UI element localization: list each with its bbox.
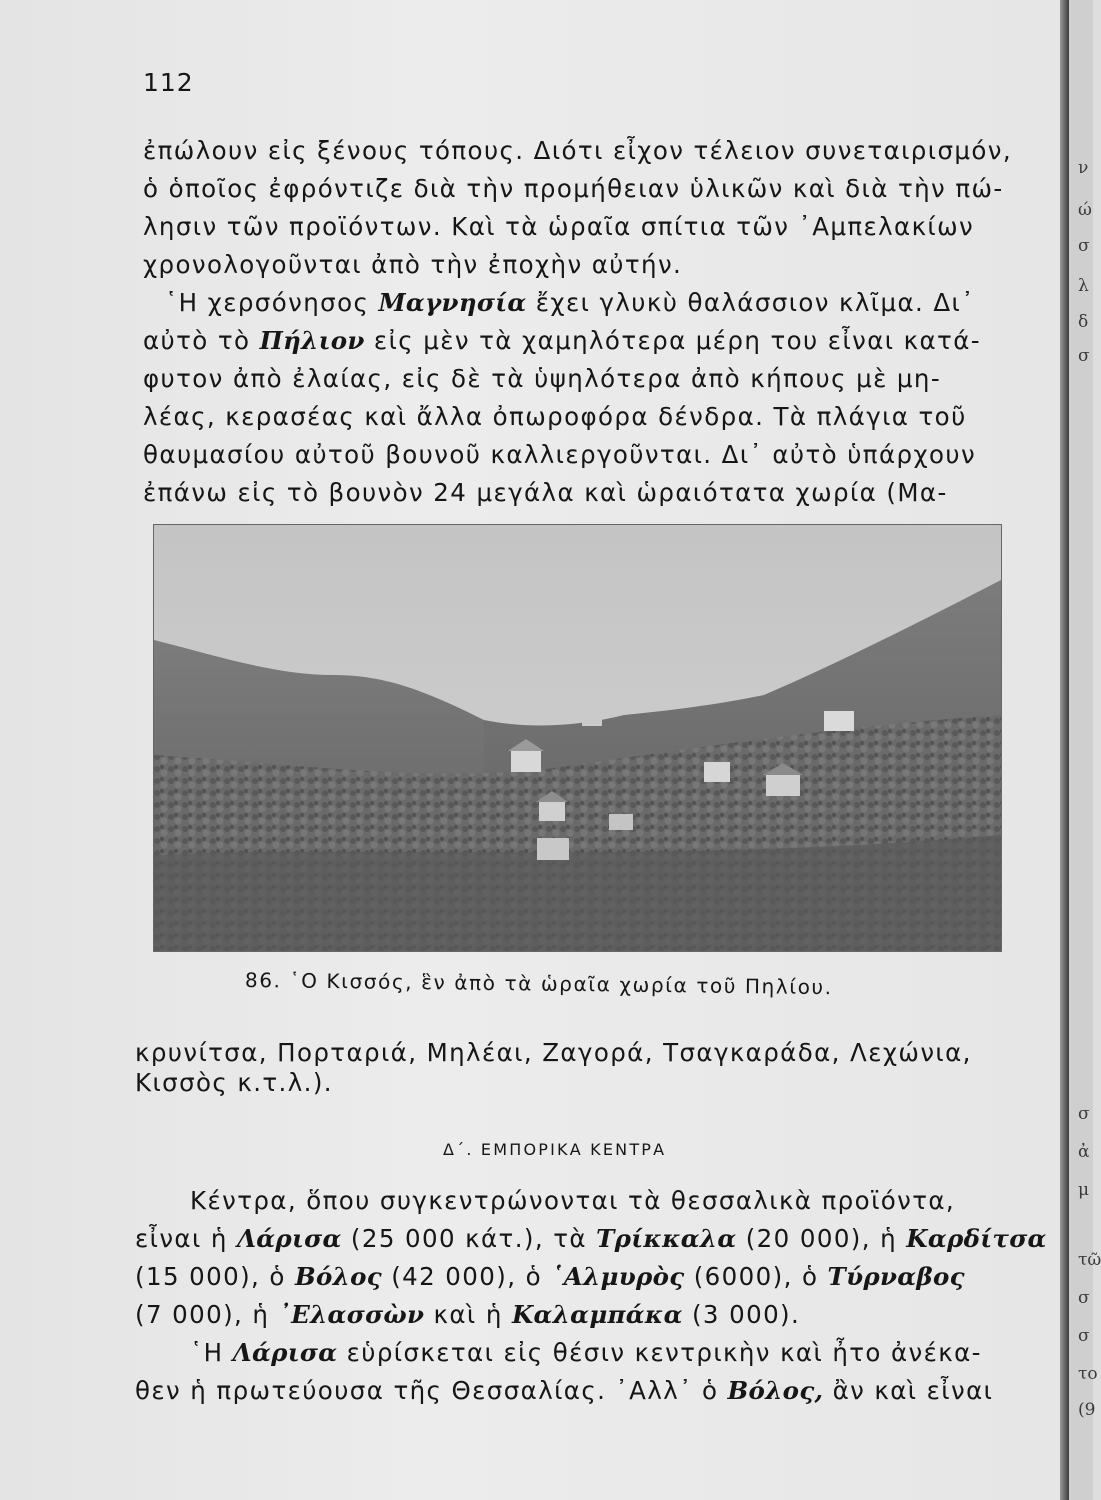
text-line: θαυμασίου αὐτοῦ βουνοῦ καλλιεργοῦνται. Δι᾿ αὐτὸ ὑπάρχουν (143, 440, 977, 469)
place-name: Βόλος (295, 1262, 382, 1291)
place-name: ῾Αλμυρὸς (551, 1262, 685, 1291)
page-number: 112 (143, 68, 194, 97)
text-line: χρονολογοῦνται ἀπὸ τὴν ἐποχὴν αὐτήν. (143, 250, 683, 279)
bleed-fragment: το (1078, 1364, 1098, 1384)
bleed-fragment: μ (1078, 1180, 1090, 1200)
text-line: λέας, κερασέας καὶ ἄλλα ὀπωροφόρα δένδρα. Τὰ πλάγια τοῦ (143, 402, 967, 431)
text-line: κρυνίτσα, Πορταριά, Μηλέαι, Ζαγορά, Τσαγκαράδα, Λεχώνια, (135, 1038, 972, 1067)
bleed-fragment: δ (1078, 312, 1089, 332)
bleed-fragment: σ (1078, 1104, 1090, 1124)
place-name: ᾿Ελασσὼν (278, 1300, 425, 1329)
place-name: Λάρισα (232, 1338, 338, 1367)
landscape-image (154, 525, 1001, 951)
text-line: (7 000), ἡ ᾿Ελασσὼν καὶ ἡ Καλαμπάκα (3 000). (135, 1300, 801, 1329)
place-name: Καρδίτσα (906, 1224, 1047, 1253)
bleed-fragment: σ (1078, 236, 1090, 256)
bleed-fragment: λ (1078, 276, 1089, 296)
place-name: Βόλος, (727, 1376, 824, 1405)
text-line: φυτον ἀπὸ ἐλαίας, εἰς δὲ τὰ ὑψηλότερα ἀπὸ κήπους μὲ μη- (143, 364, 942, 393)
text-line: ῾Η Λάρισα εὑρίσκεται εἰς θέσιν κεντρικὴν καὶ ἦτο ἀνέκα- (190, 1338, 982, 1367)
text-line: ῾Η χερσόνησος Μαγνησία ἔχει γλυκὺ θαλάσσιον κλῖμα. Δι᾿ (165, 288, 975, 317)
text-line: αὐτὸ τὸ Πήλιον εἰς μὲν τὰ χαμηλότερα μέρη του εἶναι κατά- (143, 326, 981, 355)
bleed-fragment: ώ (1078, 200, 1092, 220)
bleed-fragment: (9 (1078, 1400, 1096, 1420)
figure-caption: 86. ῾Ο Κισσός, ἓν ἀπὸ τὰ ὡραῖα χωρία τοῦ Πηλίου. (244, 968, 833, 1000)
text-line: ἐπάνω εἰς τὸ βουνὸν 24 μεγάλα καὶ ὡραιότατα χωρία (Μα- (143, 478, 948, 507)
place-name: Τύρναβος (827, 1262, 965, 1291)
village-photograph (153, 524, 1002, 952)
bleed-fragment: σ (1078, 1288, 1090, 1308)
text-line: θεν ἡ πρωτεύουσα τῆς Θεσσαλίας. ᾿Αλλ᾿ ὁ Βόλος, ἂν καὶ εἶναι (135, 1376, 994, 1405)
bleed-fragment: ἀ (1078, 1142, 1090, 1162)
text-line: εἶναι ἡ Λάρισα (25 000 κάτ.), τὰ Τρίκκαλα (20 000), ἡ Καρδίτσα (135, 1224, 1047, 1253)
place-name: Λάρισα (236, 1224, 342, 1253)
place-name: Μαγνησία (378, 288, 527, 317)
text-line: λησιν τῶν προϊόντων. Καὶ τὰ ὡραῖα σπίτια τῶν ᾿Αμπελακίων (143, 212, 975, 241)
section-heading: Δ΄. ΕΜΠΟΡΙΚΑ ΚΕΝΤΡΑ (443, 1140, 667, 1159)
bleed-fragment: σ (1078, 1326, 1090, 1346)
text-line: (15 000), ὁ Βόλος (42 000), ὁ ῾Αλμυρὸς (6000), ὁ Τύρναβος (135, 1262, 965, 1291)
place-name: Τρίκκαλα (596, 1224, 737, 1253)
bleed-fragment: σ (1078, 346, 1090, 366)
text-line: Κισσὸς κ.τ.λ.). (135, 1068, 333, 1097)
text-line: ὁ ὁποῖος ἐφρόντιζε διὰ τὴν προμήθειαν ὑλικῶν καὶ διὰ τὴν πώ- (143, 174, 1004, 203)
text-line: Κέντρα, ὅπου συγκεντρώνονται τὰ θεσσαλικὰ προϊόντα, (190, 1186, 956, 1215)
adjacent-page-edge (1069, 0, 1101, 1500)
bleed-fragment: τῶ (1078, 1250, 1101, 1270)
book-gutter (1060, 0, 1069, 1500)
bleed-fragment: ν (1078, 158, 1089, 178)
place-name: Καλαμπάκα (511, 1300, 683, 1329)
place-name: Πήλιον (259, 326, 365, 355)
text-line: ἐπώλουν εἰς ξένους τόπους. Διότι εἶχον τέλειον συνεταιρισμόν, (143, 136, 1013, 165)
